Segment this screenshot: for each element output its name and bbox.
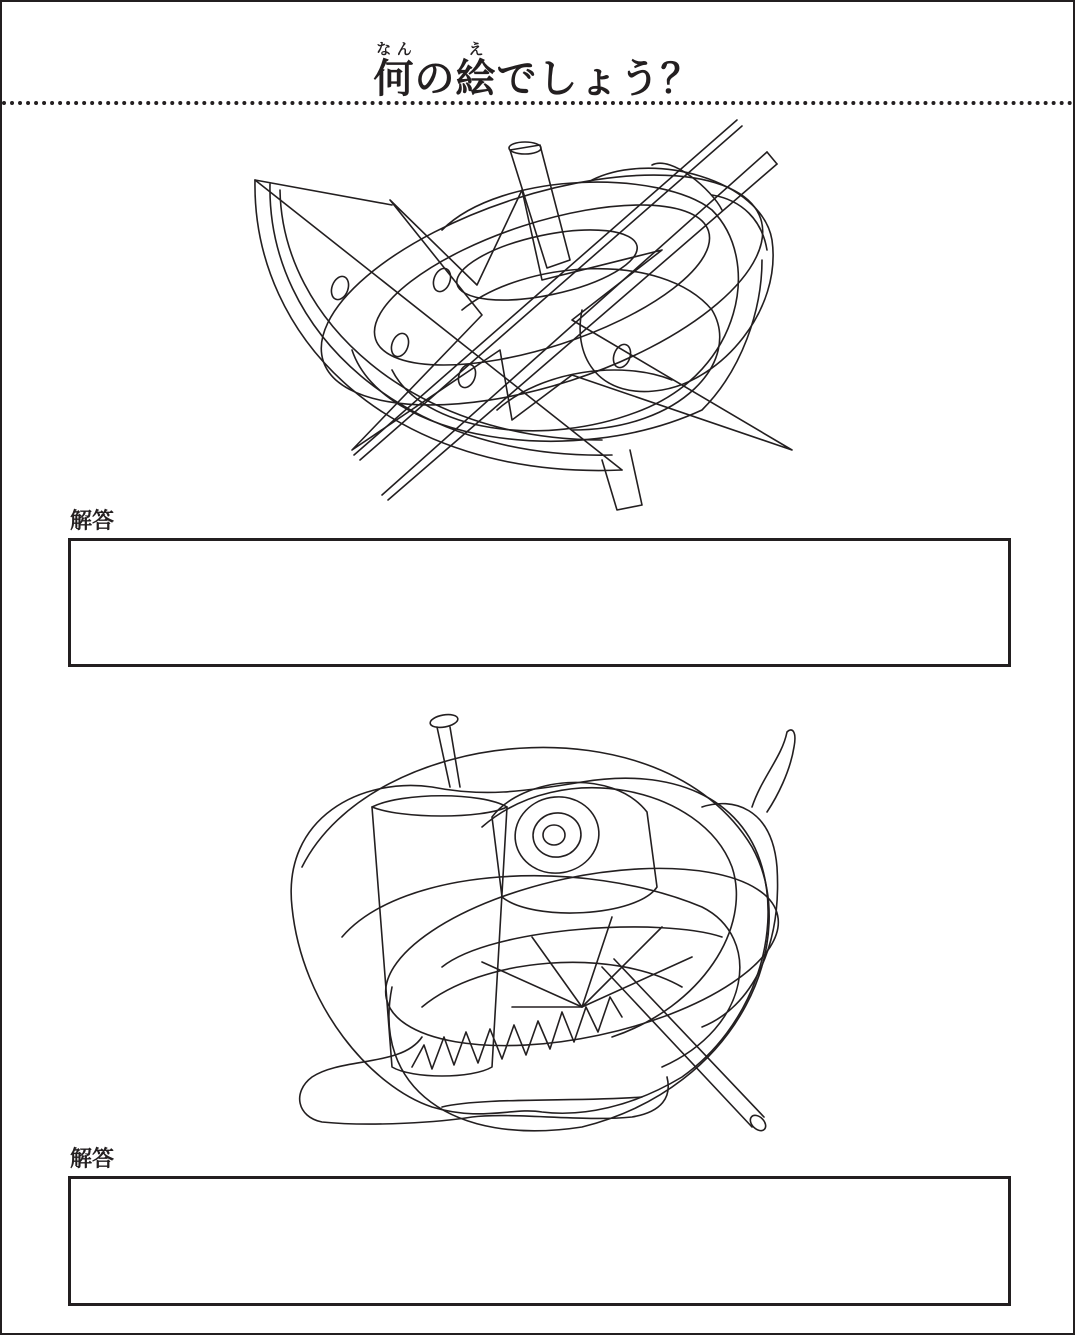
title-word-e: 絵え [455,40,497,102]
answer-box-2[interactable] [68,1176,1011,1306]
page-title [2,40,1073,104]
dotted-divider [2,101,1073,105]
answer-label-1: 解答 [70,509,115,534]
scribble-drawing-1-image [242,110,802,520]
answer-box-1[interactable] [68,538,1011,667]
worksheet-header [2,2,1073,102]
furigana-e: え [455,40,497,58]
title-word-nani: 何なん [373,40,415,102]
title-rest: でしょう？ [496,56,702,102]
answer-label-2: 解答 [70,1147,115,1172]
scribble-drawing-2-image [282,707,802,1147]
furigana-nan: なん [373,40,415,58]
title-particle: の [414,56,456,102]
